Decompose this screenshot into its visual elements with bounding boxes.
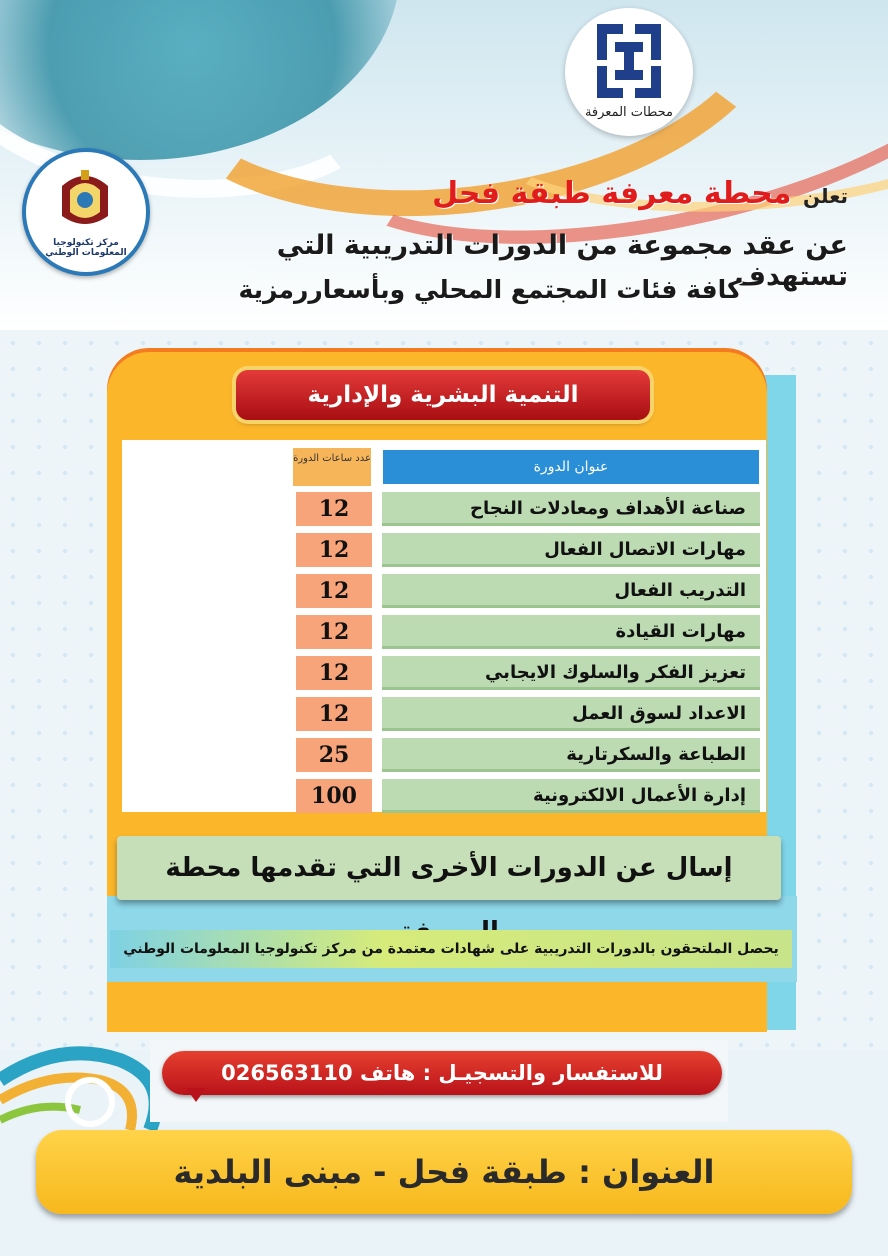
contact-banner: للاستفسار والتسجيـل : هاتف 026563110 — [162, 1051, 722, 1095]
course-title: تعزيز الفكر والسلوك الايجابي — [382, 656, 760, 690]
course-title: مهارات القيادة — [382, 615, 760, 649]
course-title: التدريب الفعال — [382, 574, 760, 608]
contact-banner-tail — [186, 1088, 206, 1102]
national-emblem-logo — [22, 148, 150, 276]
course-title: صناعة الأهداف ومعادلات النجاح — [382, 492, 760, 526]
course-hours: 12 — [296, 697, 372, 731]
announce-lead: تعلن — [803, 184, 848, 208]
announcement-line-3: كافة فئات المجتمع المحلي وبأسعاررمزية — [238, 275, 742, 304]
course-hours: 12 — [296, 615, 372, 649]
course-title: الاعداد لسوق العمل — [382, 697, 760, 731]
knowledge-stations-logo — [565, 8, 693, 136]
course-title: مهارات الاتصال الفعال — [382, 533, 760, 567]
column-header-hours: عدد ساعات الدورة — [293, 448, 371, 486]
course-hours: 12 — [296, 574, 372, 608]
course-hours: 12 — [296, 656, 372, 690]
section-title: التنمية البشرية والإدارية — [236, 370, 650, 420]
knowledge-logo-icon — [593, 20, 665, 102]
course-hours: 25 — [296, 738, 372, 772]
emblem-caption: مركز تكنولوجيا المعلومات الوطني — [45, 238, 127, 258]
announcement-line — [432, 176, 848, 211]
other-courses-banner: إسال عن الدورات الأخرى التي تقدمها محطة — [117, 836, 781, 900]
course-title: الطباعة والسكرتارية — [382, 738, 760, 772]
column-header-title: عنوان الدورة — [383, 450, 759, 484]
logo-caption: محطات المعرفة — [584, 105, 674, 120]
course-title: إدارة الأعمال الالكترونية — [382, 779, 760, 813]
course-hours: 12 — [296, 492, 372, 526]
station-name: محطة معرفة طبقة فحل — [432, 176, 792, 211]
address-banner: العنوان : طبقة فحل - مبنى البلدية — [36, 1130, 852, 1214]
course-hours: 100 — [296, 779, 372, 813]
announcement-line-2: عن عقد مجموعة من الدورات التدريبية التي تستهدف — [276, 230, 848, 292]
certificate-note: يحصل الملتحقون بالدورات التدريبية على شهادات معتمدة من مركز تكنولوجيا المعلومات الوطني — [110, 930, 792, 968]
crest-icon — [52, 166, 118, 232]
course-hours: 12 — [296, 533, 372, 567]
